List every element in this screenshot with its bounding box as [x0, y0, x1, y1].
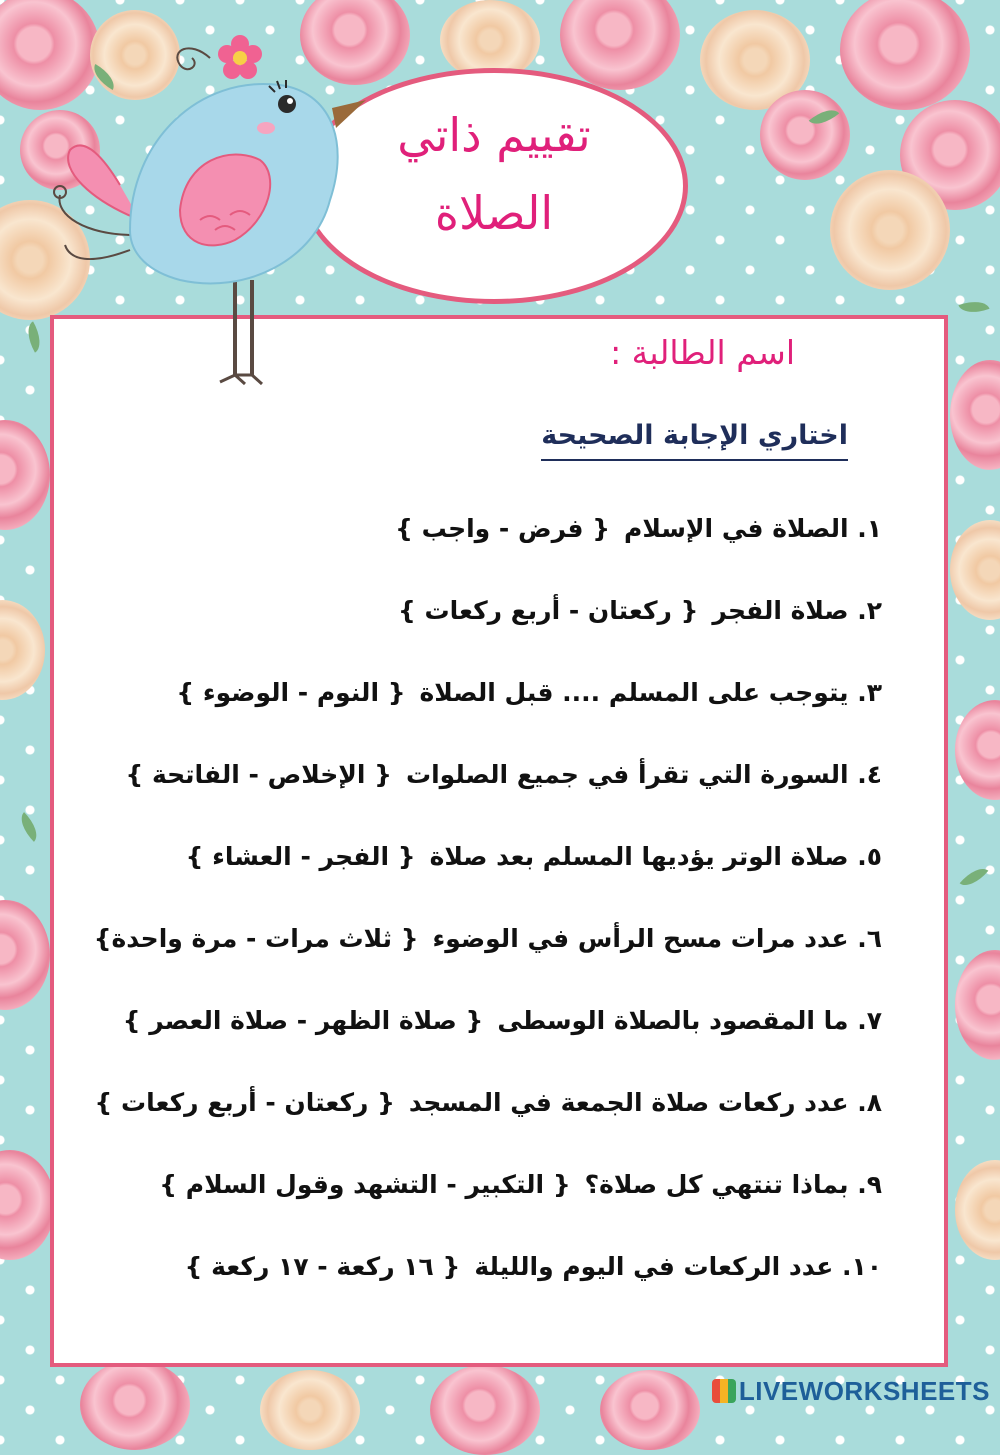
logo-text: LIVEWORKSHEETS	[738, 1376, 990, 1406]
rose-icon	[955, 950, 1000, 1060]
leaf-icon	[960, 862, 989, 892]
question-item	[125, 746, 882, 828]
answer-options[interactable]: { الفجر - العشاء }	[185, 842, 416, 871]
rose-icon	[0, 1150, 55, 1260]
question-item	[162, 664, 882, 746]
rose-icon	[955, 1160, 1000, 1260]
question-item	[162, 582, 882, 664]
liveworksheets-logo[interactable]	[712, 1376, 990, 1407]
answer-options[interactable]: { الإخلاص - الفاتحة }	[125, 760, 392, 789]
rose-icon	[0, 600, 45, 700]
question-text: ٦. عدد مرات مسح الرأس في الوضوء	[432, 924, 882, 953]
question-list	[93, 500, 882, 1320]
rose-icon	[955, 700, 1000, 800]
question-item	[162, 1238, 882, 1320]
rose-icon	[830, 170, 950, 290]
question-text: ٣. يتوجب على المسلم .... قبل الصلاة	[419, 678, 882, 707]
answer-options[interactable]: { ثلاث مرات - مرة واحدة}	[93, 924, 419, 953]
rose-icon	[0, 420, 50, 530]
rose-icon	[0, 900, 50, 1010]
rose-icon	[950, 520, 1000, 620]
question-text: ١. الصلاة في الإسلام	[624, 514, 882, 543]
answer-options[interactable]: { ١٦ ركعة - ١٧ ركعة }	[184, 1252, 461, 1281]
question-text: ٧. ما المقصود بالصلاة الوسطى	[497, 1006, 882, 1035]
rose-icon	[80, 1360, 190, 1450]
question-text: ٢. صلاة الفجر	[712, 596, 882, 625]
leaf-icon	[14, 812, 44, 842]
question-item	[162, 828, 882, 910]
answer-options[interactable]: { فرض - واجب }	[395, 514, 611, 543]
question-text: ١٠. عدد الركعات في اليوم والليلة	[474, 1252, 882, 1281]
rose-icon	[760, 90, 850, 180]
question-text: ٤. السورة التي تقرأ في جميع الصلوات	[405, 760, 882, 789]
leaf-icon	[958, 296, 989, 319]
rose-icon	[430, 1365, 540, 1455]
question-text: ٩. بماذا تنتهي كل صلاة؟	[584, 1170, 882, 1199]
page-title: تقييم ذاتي	[397, 108, 591, 162]
student-name-label: اسم الطالبة :	[610, 333, 795, 372]
rose-icon	[840, 0, 970, 110]
answer-options[interactable]: { صلاة الظهر - صلاة العصر }	[122, 1006, 484, 1035]
question-item	[159, 1156, 882, 1238]
question-item	[122, 992, 882, 1074]
question-text: ٨. عدد ركعات صلاة الجمعة في المسجد	[408, 1088, 882, 1117]
question-item	[162, 500, 882, 582]
instruction-heading: اختاري الإجابة الصحيحة	[541, 420, 848, 461]
rose-icon	[950, 360, 1000, 470]
page-subtitle: الصلاة	[434, 186, 554, 240]
answer-options[interactable]: { التكبير - التشهد وقول السلام }	[159, 1170, 571, 1199]
question-item	[94, 1074, 882, 1156]
answer-options[interactable]: { ركعتان - أربع ركعات }	[397, 596, 699, 625]
answer-options[interactable]: { النوم - الوضوء }	[176, 678, 406, 707]
rose-icon	[560, 0, 680, 90]
question-item	[93, 910, 882, 992]
rose-icon	[260, 1370, 360, 1450]
liveworksheets-icon	[712, 1379, 736, 1403]
answer-options[interactable]: { ركعتان - أربع ركعات }	[94, 1088, 395, 1117]
rose-icon	[600, 1370, 700, 1450]
question-text: ٥. صلاة الوتر يؤديها المسلم بعد صلاة	[429, 842, 882, 871]
bird-icon	[30, 20, 370, 390]
